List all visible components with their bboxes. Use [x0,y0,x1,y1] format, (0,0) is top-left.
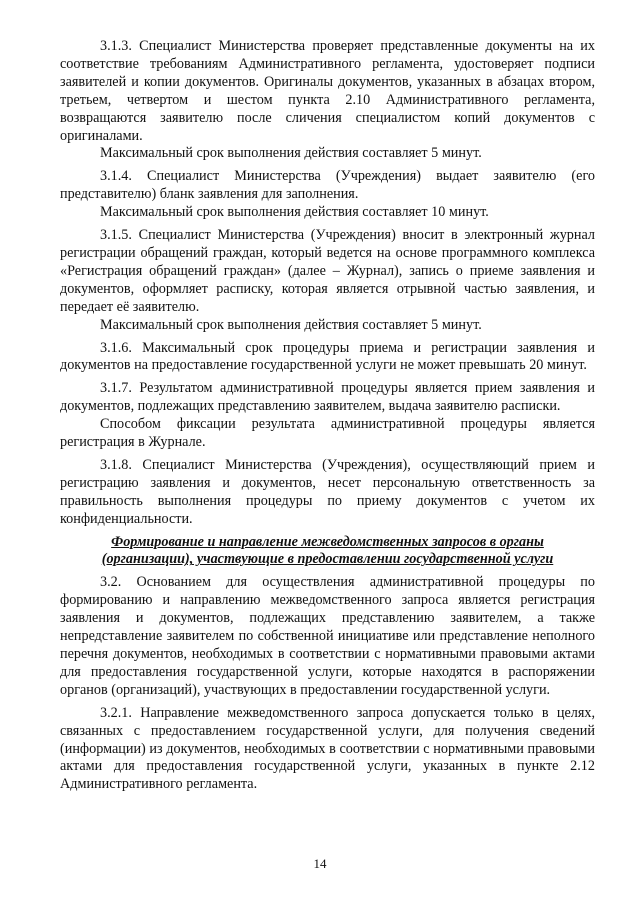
paragraph-deadline-5min: Максимальный срок выполнения действия составляет 5 минут. [100,145,482,162]
paragraph-3-1-6: 3.1.6. Максимальный срок процедуры приема и регистрации заявления и документов на предоставление государственной услуги не может превышать 20 минут. [60,339,595,374]
paragraph-3-2-1: 3.2.1. Направление межведомственного запроса допускается только в целях, связанных с предоставлением государственной услуги, для получения сведений (информации) из документов, необходимых в соответствии с нормативными правовыми актами для предоставления государственной услуги, указанных в пункте 2.12 Административного регламента. [60,704,595,793]
section-heading-line-2: (организации), участвующие в предоставлении государственной услуги [101,551,554,568]
paragraph-3-1-8: 3.1.8. Специалист Министерства (Учреждения), осуществляющий прием и регистрацию заявления и документов, несет персональную ответственность за правильность выполнения процедуры по приему документов с учетом их конфиденциальности. [60,456,595,527]
paragraph-3-2: 3.2. Основанием для осуществления административной процедуры по формированию и направлению межведомственного запроса является регистрация заявления и документов, подлежащих представлению заявителем, а также непредставление заявителем по собственной инициативе или представление неполного перечня документов, необходимых в соответствии с нормативными правовыми актами для предоставления государственной услуги, которые находятся в распоряжении органов (организаций), участвующих в предоставлении государственной услуги. [60,574,595,698]
paragraph-3-1-5: 3.1.5. Специалист Министерства (Учреждения) вносит в электронный журнал регистрации обращений граждан, который ведется на основе программного комплекса «Регистрация обращений граждан» (далее – Журнал), запись о приеме заявления и документов, оформляет расписку, которая является отрывной частью заявления, и передает её заявителю. [60,227,595,315]
paragraph-fixation: Способом фиксации результата административной процедуры является регистрация в Журнале. [60,416,595,451]
page-number: 14 [313,856,327,871]
paragraph-deadline-5min-2: Максимальный срок выполнения действия составляет 5 минут. [100,316,482,333]
paragraph-3-1-7: 3.1.7. Результатом административной процедуры является прием заявления и документов, подлежащих представлению заявителем, выдача заявителю расписки. [60,380,595,415]
document-page [60,38,595,794]
section-heading-line-1: Формирование и направление межведомственных запросов в органы [111,533,544,550]
paragraph-3-1-3: 3.1.3. Специалист Министерства проверяет представленные документы на их соответствие требованиям Административного регламента, удостоверяет подписи заявителей и копии документов. Оригиналы документов, указанных в абзацах втором, третьем, четвертом и шестом пункта 2.10 Административного регламента, возвращаются заявителю после сличения специалистом копий документов с оригиналами. [60,38,595,144]
paragraph-deadline-10min: Максимальный срок выполнения действия составляет 10 минут. [100,204,489,221]
section-heading [60,534,595,570]
paragraph-3-1-4: 3.1.4. Специалист Министерства (Учреждения) выдает заявителю (его представителю) бланк заявления для заполнения. [60,168,595,203]
